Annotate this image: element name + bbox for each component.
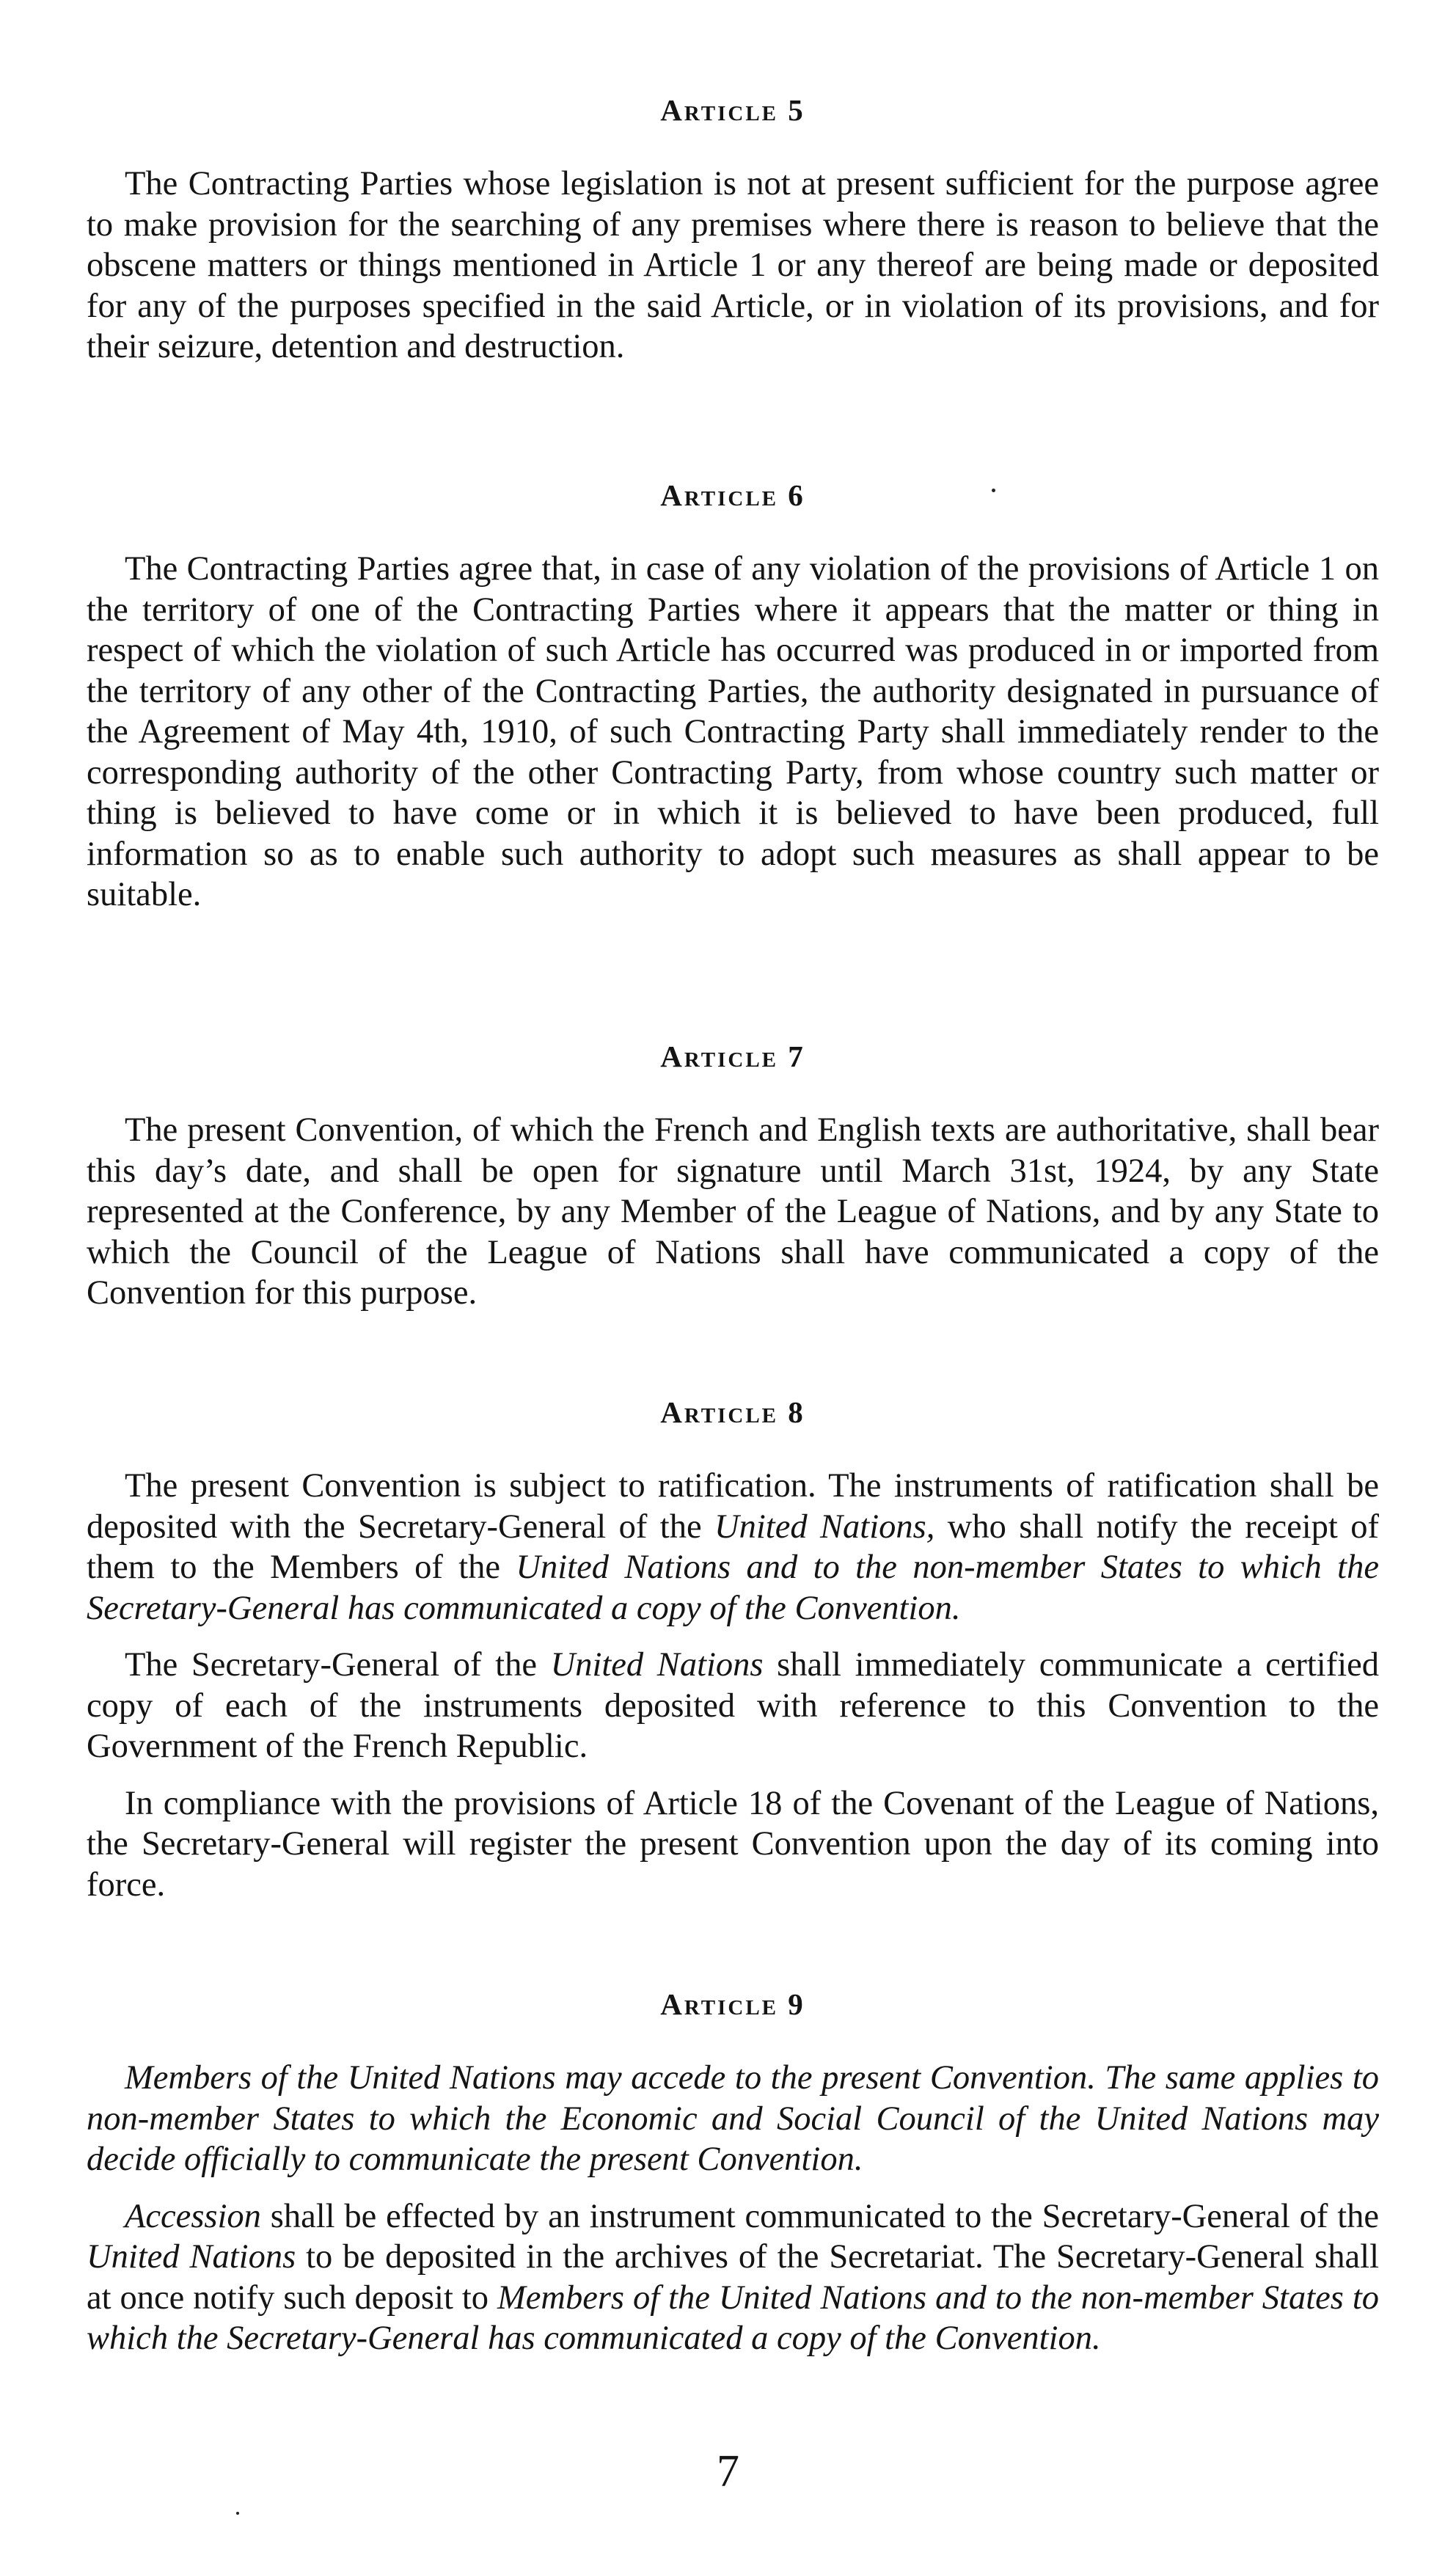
- body-text: The Contracting Parties whose legislation is not at present sufficient for the purpose agree to make provision for the searching of any premises where there is reason to believe that the obscene matters or things mentioned in Article 1 or any thereof are being made or deposited for any of the purposes specified in the said Article, or in violation of its provisions, and for their seizure, detention and destruction.: [87, 165, 1379, 365]
- italic-text: Accession: [125, 2197, 261, 2235]
- body-text: The Contracting Parties agree that, in case of any violation of the provisions of Article 1 on the territory of one of the Contracting Parties where it appears that the matter or thing in respect of which the violation of such Article has occurred was produced in or imported from the territory of any other of the Contracting Parties, the authority designated in pursuance of the Agreement of May 4th, 1910, of such Contracting Party shall immediately render to the corresponding authority of the other Contracting Party, from whose country such matter or thing is believed to have come or in which it is believed to have been produced, full information so as to enable such authority to adopt such measures as shall appear to be suitable.: [87, 550, 1379, 913]
- article-5: [87, 95, 1379, 368]
- article-paragraph: [87, 549, 1379, 916]
- body-text: The Secretary-General of the: [125, 1646, 551, 1684]
- body-text: The present Convention is subject to ratification. The instruments of ratification shall be deposited with the Secretary-General of the: [87, 1467, 1379, 1546]
- article-paragraph: [87, 2058, 1379, 2180]
- body-text: In compliance with the provisions of Article 18 of the Covenant of the League of Nations, the Secretary-General will register the present Convention upon the day of its coming into force.: [87, 1784, 1379, 1904]
- body-text: The present Convention, of which the French and English texts are authoritative, shall bear this day’s date, and shall be open for signature until March 31st, 1924, by any State represented at the Conference, by any Member of the League of Nations, and by any State to which the Council of the League of Nations shall have communicated a copy of the Convention for this purpose.: [87, 1111, 1379, 1312]
- article-paragraph: [87, 1783, 1379, 1906]
- article-9: [87, 1989, 1379, 2359]
- stray-ink-dot: [992, 489, 995, 492]
- article-6: [87, 480, 1379, 916]
- italic-text: Members of the United Nations may accede to the present Convention. The same applies to non-member States to which the Economic and Social Council of the United Nations may decide officially to communicate the present Convention.: [87, 2059, 1379, 2178]
- article-8: [87, 1397, 1379, 1905]
- body-text: to be deposited in the archives of the Secretariat. The Secretary-General shall at once notify such deposit to: [87, 2238, 1379, 2317]
- article-heading: Article 9: [660, 1987, 805, 2021]
- article-paragraph: [87, 1466, 1379, 1629]
- italic-text: United Nations,: [714, 1508, 935, 1546]
- article-heading: Article 7: [660, 1039, 805, 1073]
- article-paragraph: [87, 1645, 1379, 1767]
- italic-text: United Nations: [550, 1646, 764, 1684]
- italic-text: United Nations: [87, 2238, 296, 2276]
- article-paragraph: [87, 164, 1379, 368]
- body-text: who shall notify the receipt of them to the Members of the: [87, 1508, 1379, 1586]
- italic-text: United Nations and to the non-member States to which the Secretary-General has communicated a copy of the Convention.: [87, 1549, 1379, 1627]
- body-text: shall immediately communicate a certified copy of each of the instruments deposited with reference to this Convention to the Government of the French Republic.: [87, 1646, 1379, 1765]
- stray-ink-dot: [236, 2512, 239, 2515]
- italic-text: Members of the United Nations and to the non-member States to which the Secretary-General has communicated a copy of the Convention.: [87, 2279, 1379, 2357]
- article-heading: Article 6: [660, 478, 805, 512]
- body-text: shall be effected by an instrument communicated to the Secretary-General of the: [260, 2197, 1379, 2235]
- page-number: 7: [717, 2446, 739, 2496]
- article-7: [87, 1039, 1379, 1314]
- article-paragraph: [87, 1110, 1379, 1314]
- article-heading: Article 5: [660, 93, 805, 127]
- article-heading: Article 8: [660, 1395, 805, 1429]
- article-paragraph: [87, 2196, 1379, 2359]
